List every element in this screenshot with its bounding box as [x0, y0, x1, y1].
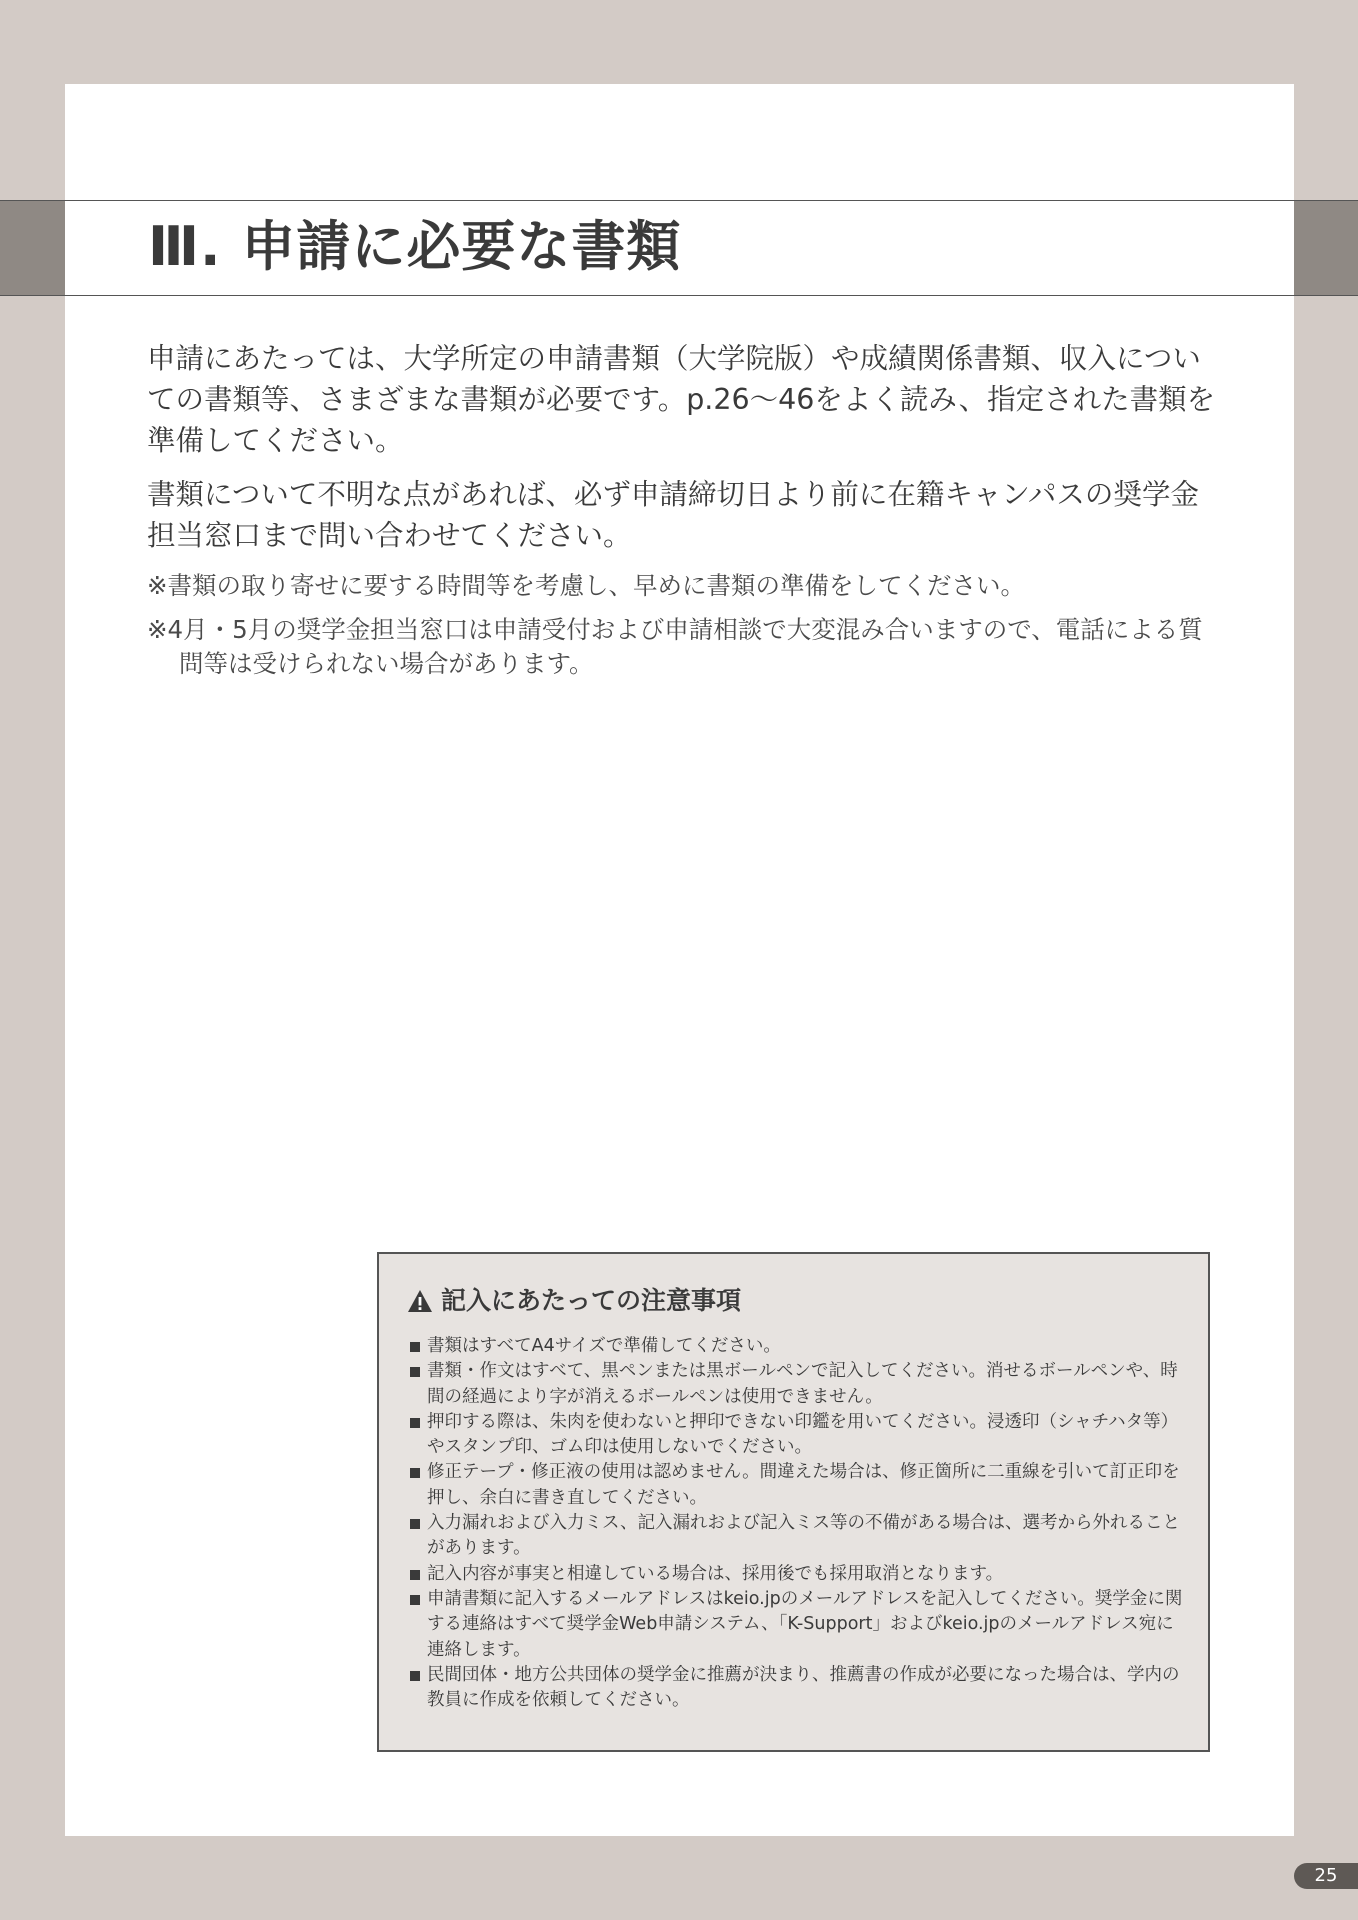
title-band-right-tab: [1294, 200, 1358, 296]
caution-item: [409, 1562, 1189, 1587]
square-bullet-icon: [410, 1468, 420, 1478]
caution-item-text: 書類・作文はすべて、黒ペンまたは黒ボールペンで記入してください。消せるボールペンや、時間の経過により字が消えるボールペンは使用できません。: [427, 1361, 1178, 1407]
caution-title: 記入にあたっての注意事項: [441, 1286, 742, 1315]
caution-item-text: 書類はすべてA4サイズで準備してください。: [427, 1336, 781, 1356]
square-bullet-icon: [410, 1519, 420, 1529]
caution-item-text: 修正テープ・修正液の使用は認めません。間違えた場合は、修正箇所に二重線を引いて訂正印を押し、余白に書き直してください。: [427, 1462, 1180, 1508]
square-bullet-icon: [410, 1595, 420, 1605]
square-bullet-icon: [410, 1367, 420, 1377]
caution-item-text: 入力漏れおよび入力ミス、記入漏れおよび記入ミス等の不備がある場合は、選考から外れることがあります。: [427, 1513, 1181, 1559]
title-band-left-tab: [0, 200, 65, 296]
note-item: ※4月・5月の奨学金担当窓口は申請受付および申請相談で大変混み合いますので、電話による質問等は受けられない場合があります。: [147, 615, 1203, 678]
caution-list: [409, 1334, 1189, 1713]
title-band-bottom-rule: [0, 295, 1358, 296]
intro-paragraph: 書類について不明な点があれば、必ず申請締切日より前に在籍キャンパスの奨学金担当窓口まで問い合わせてください。: [147, 478, 1199, 552]
caution-item: [409, 1587, 1189, 1663]
square-bullet-icon: [410, 1671, 420, 1681]
caution-item: [409, 1460, 1189, 1511]
caution-item-text: 申請書類に記入するメールアドレスはkeio.jpのメールアドレスを記入してください。奨学金に関する連絡はすべて奨学金Web申請システム、「K-Support」およびkeio.jpのメールアドレス宛に連絡します。: [427, 1588, 1183, 1660]
page-number: 25: [1294, 1863, 1358, 1889]
caution-item: [409, 1359, 1189, 1410]
caution-item-text: 押印する際は、朱肉を使わないと押印できない印鑑を用いてください。浸透印（シャチハタ等）やスタンプ印、ゴム印は使用しないでください。: [427, 1411, 1179, 1458]
warning-icon: [407, 1289, 433, 1313]
square-bullet-icon: [410, 1342, 420, 1352]
caution-heading: [407, 1284, 741, 1318]
page-title: Ⅲ. 申請に必要な書類: [148, 215, 682, 278]
caution-item: [409, 1410, 1189, 1461]
intro-section: [147, 338, 1227, 681]
caution-item: [409, 1663, 1189, 1714]
square-bullet-icon: [410, 1570, 420, 1580]
title-band-top-rule: [0, 200, 1358, 201]
caution-item-text: 民間団体・地方公共団体の奨学金に推薦が決まり、推薦書の作成が必要になった場合は、学内の教員に作成を依頼してください。: [427, 1664, 1180, 1711]
note-item: ※書類の取り寄せに要する時間等を考慮し、早めに書類の準備をしてください。: [147, 571, 1026, 600]
square-bullet-icon: [410, 1418, 420, 1428]
caution-item: [409, 1334, 1189, 1359]
caution-box: [377, 1252, 1210, 1752]
notes: [147, 569, 1227, 681]
intro-paragraph: 申請にあたっては、大学所定の申請書類（大学院版）や成績関係書類、収入についての書類等、さまざまな書類が必要です。p.26～46をよく読み、指定された書類を準備してください。: [147, 342, 1216, 457]
caution-item: [409, 1511, 1189, 1562]
caution-item-text: 記入内容が事実と相違している場合は、採用後でも採用取消となります。: [427, 1563, 1004, 1584]
